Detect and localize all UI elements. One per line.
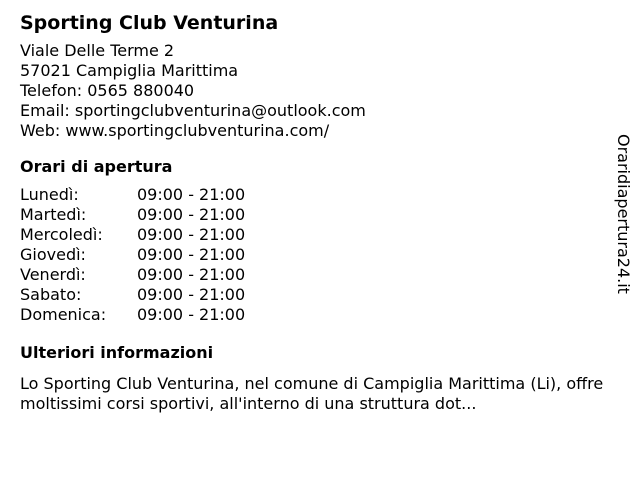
- info-description: Lo Sporting Club Venturina, nel comune di Campiglia Marittima (Li), offre moltissimi corsi sportivi, all'interno di una struttura dot...: [20, 374, 604, 413]
- hours-day: Giovedì:: [20, 245, 86, 264]
- business-name: Sporting Club Venturina: [20, 12, 279, 34]
- hours-day: Lunedì:: [20, 185, 79, 204]
- hours-day: Domenica:: [20, 305, 107, 324]
- hours-time: 09:00 - 21:00: [137, 305, 246, 324]
- hours-heading: Orari di apertura: [20, 157, 173, 176]
- info-heading: Ulteriori informazioni: [20, 343, 214, 362]
- opening-hours: [20, 185, 610, 325]
- hours-row: [20, 265, 610, 285]
- hours-row: [20, 245, 610, 265]
- hours-time: 09:00 - 21:00: [137, 265, 246, 284]
- address-city: 57021 Campiglia Marittima: [20, 61, 239, 80]
- hours-day: Mercoledì:: [20, 225, 103, 244]
- contact-block: [20, 41, 610, 141]
- hours-day: Sabato:: [20, 285, 82, 304]
- hours-row: [20, 225, 610, 245]
- phone-number: Telefon: 0565 880040: [20, 81, 195, 100]
- website: Web: www.sportingclubventurina.com/: [20, 121, 330, 140]
- hours-row: [20, 305, 610, 325]
- email-address: Email: sportingclubventurina@outlook.com: [20, 101, 366, 120]
- hours-row: [20, 285, 610, 305]
- hours-day: Venerdì:: [20, 265, 86, 284]
- site-watermark: Oraridiapertura24.it: [614, 134, 633, 294]
- address-street: Viale Delle Terme 2: [20, 41, 175, 60]
- hours-time: 09:00 - 21:00: [137, 245, 246, 264]
- hours-day: Martedì:: [20, 205, 87, 224]
- hours-time: 09:00 - 21:00: [137, 225, 246, 244]
- hours-time: 09:00 - 21:00: [137, 205, 246, 224]
- hours-time: 09:00 - 21:00: [137, 285, 246, 304]
- hours-row: [20, 205, 610, 225]
- hours-time: 09:00 - 21:00: [137, 185, 246, 204]
- business-card: [20, 10, 610, 414]
- hours-row: [20, 185, 610, 205]
